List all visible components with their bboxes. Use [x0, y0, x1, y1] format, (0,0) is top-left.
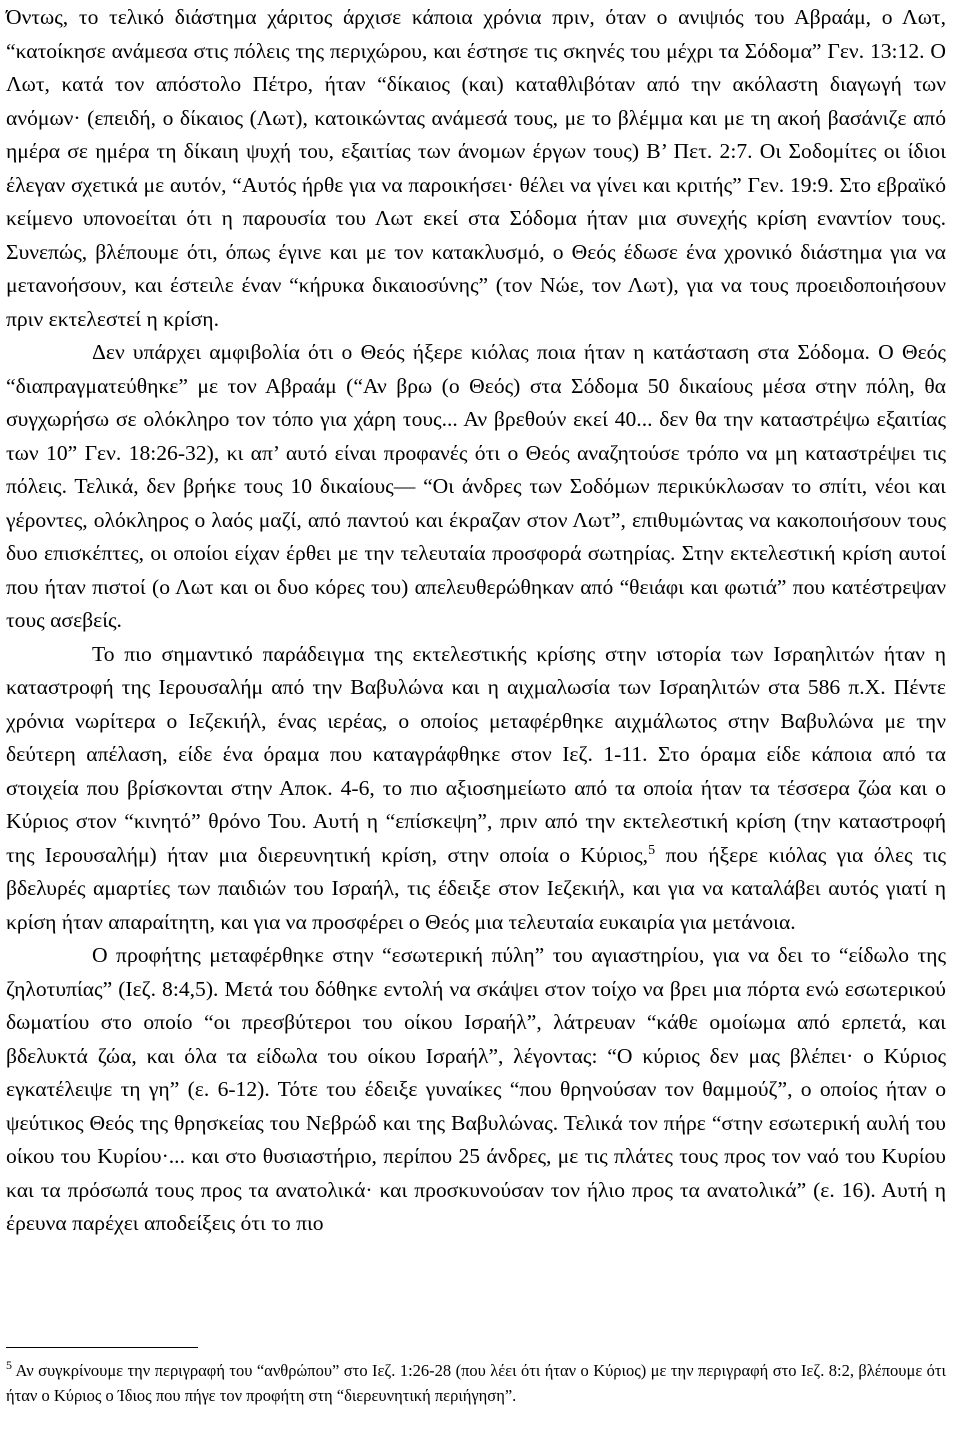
footnote-number: 5 — [6, 1358, 12, 1372]
footnote-separator — [6, 1347, 198, 1348]
paragraph: Όντως, το τελικό διάστημα χάριτος άρχισε κάποια χρόνια πριν, όταν ο ανιψιός του Αβραάμ, ο Λωτ, “κατοίκησε ανάμεσα στις πόλεις της περιχώρου, και έστησε τις σκηνές του μέχρι τα Σόδομα” Γεν. 13:12. Ο Λωτ, κατά τον απόστολο Πέτρο, ήταν “δίκαιος (και) καταθλιβόταν από την ακόλαστη διαγωγή των ανόμων· (επειδή, ο δίκαιος (Λωτ), κατοικώντας ανάμεσά τους, με το βλέμμα και με τη ακοή βασάνιζε από ημέρα σε ημέρα τη δίκαιη ψυχή του, εξαιτίας των άνομων έργων τους) Β’ Πετ. 2:7. Οι Σοδομίτες οι ίδιοι έλεγαν σχετικά με αυτόν, “Αυτός ήρθε για να παροικήσει· θέλει να γίνει και κριτής” Γεν. 19:9. Στο εβραϊκό κείμενο υπονοείται ότι η παρουσία του Λωτ εκεί στα Σόδομα ήταν μια συνεχής κρίση εναντίον τους. Συνεπώς, βλέπουμε ότι, όπως έγινε και με τον κατακλυσμό, ο Θεός έδωσε ένα χρονικό διάστημα για να μετανοήσουν, και έστειλε έναν “κήρυκα δικαιοσύνης” (τον Νώε, τον Λωτ), για να τους προειδοποιήσουν πριν εκτελεστεί η κρίση. — [6, 5, 946, 331]
footnote — [6, 1358, 946, 1408]
footnote-reference[interactable]: 5 — [648, 842, 656, 858]
paragraph: Ο προφήτης μεταφέρθηκε στην “εσωτερική πύλη” του αγιαστηρίου, για να δει το “είδωλο της ζηλοτυπίας” (Ιεζ. 8:4,5). Μετά του δόθηκε εντολή να σκάψει στον τοίχο να βρει μια πόρτα ενώ εσωτερικού δωματίου στο οποίο “οι πρεσβύτεροι του οίκου Ισραήλ”, λάτρευαν “κάθε ομοίωμα από ερπετά, και βδελυκτά ζώα, και όλα τα είδωλα του οίκου Ισραήλ”, λέγοντας: “Ο κύριος δεν μας βλέπει· ο Κύριος εγκατέλειψε τη γη” (ε. 6-12). Τότε του έδειξε γυναίκες “που θρηνούσαν τον θαμμούζ”, ο οποίος ήταν ο ψεύτικος Θεός της θρησκείας του Νεβρώδ και της Βαβυλώνας. Τελικά τον πήρε “στην εσωτερική αυλή του οίκου του Κυρίου·... και στο θυσιαστήριο, περίπου 25 άνδρες, με τις πλάτες τους προς τον ναό του Κυρίου και τα πρόσωπά τους προς τα ανατολικά· και προσκυνούσαν τον ήλιο προς τα ανατολικά” (ε. 16). Αυτή η έρευνα παρέχει αποδείξεις ότι το πιο — [6, 943, 946, 1235]
paragraph: Δεν υπάρχει αμφιβολία ότι ο Θεός ήξερε κιόλας ποια ήταν η κατάσταση στα Σόδομα. Ο Θεός “διαπραγματεύθηκε” με τον Αβραάμ (“Αν βρω (ο Θεός) στα Σόδομα 50 δικαίους μέσα στην πόλη, θα συγχωρήσω σε ολόκληρο τον τόπο για χάρη τους... Αν βρεθούν εκεί 40... δεν θα την καταστρέψω εξαιτίας των 10” Γεν. 18:26-32), κι απ’ αυτό είναι προφανές ότι ο Θεός αναζητούσε τρόπο να μη καταστρέψει τις πόλεις. Τελικά, δεν βρήκε τους 10 δικαίους— “Οι άνδρες των Σοδόμων περικύκλωσαν το σπίτι, νέοι και γέροντες, ολόκληρος ο λαός μαζί, από παντού και έκραζαν στον Λωτ”, επιθυμώντας να κακοποιήσουν τους δυο επισκέπτες, οι οποίοι είχαν έρθει με την τελευταία προσφορά σωτηρίας. Στην εκτελεστική κρίση αυτοί που ήταν πιστοί (ο Λωτ και οι δυο κόρες του) απελευθερώθηκαν από “θειάφι και φωτιά” που κατέστρεψαν τους ασεβείς. — [6, 340, 946, 632]
footnote-text: Αν συγκρίνουμε την περιγραφή του “ανθρώπου” στο Ιεζ. 1:26-28 (που λέει ότι ήταν ο Κύριος) με την περιγραφή στο Ιεζ. 8:2, βλέπουμε ότι ήταν ο Κύριος ο Ίδιος που πήγε τον προφήτη στη “διερευνητική περιήγηση”. — [6, 1361, 946, 1405]
paragraph: Το πιο σημαντικό παράδειγμα της εκτελεστικής κρίσης στην ιστορία των Ισραηλιτών ήταν η καταστροφή της Ιερουσαλήμ από την Βαβυλώνα και η αιχμαλωσία των Ισραηλιτών στα 586 π.Χ. Πέντε χρόνια νωρίτερα ο Ιεζεκιήλ, ένας ιερέας, ο οποίος μεταφέρθηκε αιχμάλωτος στην Βαβυλώνα με την δεύτερη απέλαση, είδε ένα όραμα που καταγράφθηκε στον Ιεζ. 1-11. Στο όραμα είδε κάποια από τα στοιχεία που βρίσκονται στην Αποκ. 4-6, το πιο αξιοσημείωτο από τα οποία ήταν τα τέσσερα ζώα και ο Κύριος στον “κινητό” θρόνο Του. Αυτή η “επίσκεψη”, πριν από την εκτελεστική κρίση (την καταστροφή της Ιερουσαλήμ) ήταν μια διερευνητική κρίση, στην οποία ο Κύριος,$^5$ που ήξερε κιόλας για όλες τις βδελυρές αμαρτίες των παιδιών του Ισραήλ, τις έδειξε στον Ιεζεκιήλ, και για να καταλάβει αυτός γιατί η κρίση ήταν απαραίτητη, και για να προσφέρει ο Θεός μια τελευταία ευκαιρία για μετάνοια. — [6, 641, 946, 934]
body-text — [6, 0, 946, 1241]
